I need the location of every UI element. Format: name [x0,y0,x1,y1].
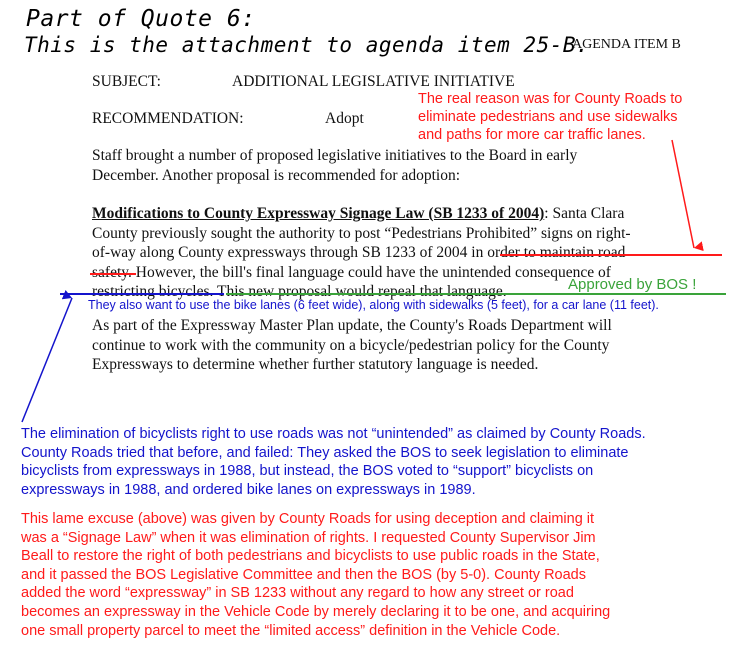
handwritten-subtitle: This is the attachment to agenda item 25-B. [24,33,590,57]
section-heading: Modifications to County Expressway Signage Law (SB 1233 of 2004) [92,205,545,222]
agenda-item-label: AGENDA ITEM B [572,37,681,52]
elimination-line: expressways in 1988, and ordered bike lanes on expressways in 1989. [21,481,476,498]
red-arrow [672,140,694,248]
body-line: . However, the bill's final language could have the unintended consequence of [128,263,611,281]
real-reason-line: and paths for more car traffic lanes. [418,127,646,143]
subject-label: SUBJECT: [92,73,161,90]
body2-line: Expressways to determine whether further statutory language is needed. [92,356,539,373]
handwritten-title: Part of Quote 6: [26,6,256,32]
real-reason-line: eliminate pedestrians and use sidewalks [418,109,678,125]
intro-line: December. Another proposal is recommended for adoption: [92,167,461,184]
recommendation-value: Adopt [325,110,364,127]
body2-line: As part of the Expressway Master Plan update, the County's Roads Department will [92,317,612,334]
body-line: County previously sought the authority to post “Pedestrians Prohibited” signs on right- [92,224,631,242]
heading-tail: : Santa Clara [544,205,625,222]
body-line: . [502,283,507,300]
elimination-line: bicyclists from expressways in 1988, but instead, the BOS voted to “support” bicyclists on [21,463,594,479]
body-line: . [209,283,217,300]
lame-excuse-line: was a “Signage Law” when it was elimination of rights. I requested County Supervisor Jim [21,529,596,546]
body-line: of-way along County expressways through SB 1233 of 2004 [92,244,472,261]
lame-excuse-line: added the word “expressway” in SB 1233 without any regard to how any street or road [21,585,574,602]
lame-excuse-line: one small property parcel to meet the “limited access” definition in the Vehicle Code. [21,622,561,639]
lame-excuse-line: and it passed the BOS Legislative Committee and then the BOS (by 5-0). County Roads [21,566,586,583]
body-highlight: restricting bicycles [92,283,210,300]
lame-excuse-line: becomes an expressway in the Vehicle Code by merely declaring it to be one, and acquiring [21,603,611,620]
body-highlight: safety [92,263,129,281]
body2-line: continue to work with the community on a bicycle/pedestrian policy for the County [92,336,610,354]
body-highlight: This new proposal would repeal that language [216,283,503,300]
intro-line: Staff brought a number of proposed legislative initiatives to the Board in early [92,147,578,164]
lame-excuse-line: This lame excuse (above) was given by County Roads for using deception and claiming it [21,511,595,527]
recommendation-label: RECOMMENDATION: [92,110,244,127]
bike-lanes-note: They also want to use the bike lanes (6 feet wide), along with sidewalks (5 feet), for a car lane (11 feet). [88,298,659,312]
elimination-line: County Roads tried that before, and failed: They asked the BOS to seek legislation to eliminate [21,444,629,461]
elimination-line: The elimination of bicyclists right to use roads was not “unintended” as claimed by County Roads. [21,426,646,442]
blue-arrow [22,298,72,422]
real-reason-line: The real reason was for County Roads to [418,91,683,107]
lame-excuse-line: Beall to restore the right of both pedestrians and bicyclists to use public roads in the State, [21,548,600,565]
approved-note: Approved by BOS ! [568,276,697,293]
subject-value: ADDITIONAL LEGISLATIVE INITIATIVE [232,73,515,90]
body-highlight: in order to maintain road [471,244,626,261]
